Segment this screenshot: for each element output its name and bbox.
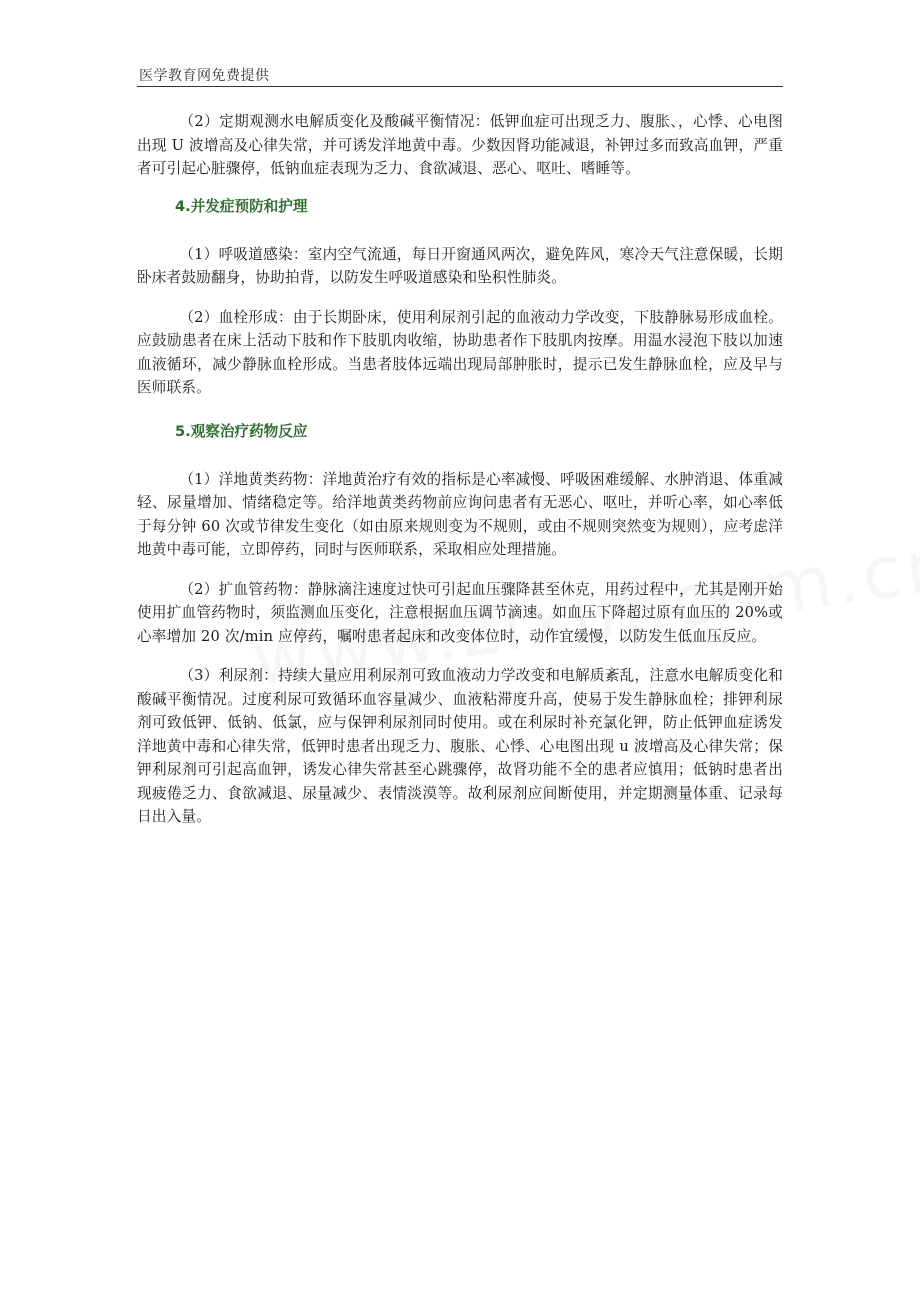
paragraph-diuretics: （3）利尿剂：持续大量应用利尿剂可致血液动力学改变和电解质紊乱，注意水电解质变化和酸碱平衡情况。过度利尿可致循环血容量减少、血液粘滞度升高，使易于发生静脉血栓；排钾利尿剂可致低钾、低钠、低氯，应与保钾利尿剂同时使用。或在利尿时补充氯化钾，防止低钾血症诱发洋地黄中毒和心律失常，低钾时患者出现乏力、腹胀、心悸、心电图出现 u 波增高及心律失常；保钾利尿剂可引起高血钾，诱发心律失常甚至心跳骤停，故肾功能不全的患者应慎用；低钠时患者出现疲倦乏力、食欲减退、尿量减少、表情淡漠等。故利尿剂应间断使用，并定期测量体重、记录每日出入量。: [137, 667, 783, 825]
paragraph-respiratory-infection: （1）呼吸道感染：室内空气流通，每日开窗通风两次，避免阵风，寒冷天气注意保暖，长期卧床者鼓励翻身，协助拍背，以防发生呼吸道感染和坠积性肺炎。: [137, 245, 783, 286]
section-heading-drug-reactions: 5.观察治疗药物反应: [175, 422, 308, 440]
header-title: 医学教育网免费提供: [139, 68, 270, 84]
paragraph-thrombosis: （2）血栓形成：由于长期卧床，使用利尿剂引起的血液动力学改变，下肢静脉易形成血栓。应鼓励患者在床上活动下肢和作下肢肌肉收缩，协助患者作下肢肌肉按摩。用温水浸泡下肢以加速血液循环，减少静脉血栓形成。当患者肢体远端出现局部肿胀时，提示已发生静脉血栓，应及早与医师联系。: [137, 308, 783, 396]
paragraph-vasodilators: （2）扩血管药物：静脉滴注速度过快可引起血压骤降甚至休克，用药过程中，尤其是刚开始使用扩血管药物时，须监测血压变化，注意根据血压调节滴速。如血压下降超过原有血压的 20%或心率增加 20 次/min 应停药，嘱咐患者起床和改变体位时，动作宜缓慢，以防发生低血压反应。: [137, 580, 783, 645]
section-heading-complications: 4.并发症预防和护理: [175, 197, 308, 215]
paragraph-electrolyte-monitoring: （2）定期观测水电解质变化及酸碱平衡情况：低钾血症可出现乏力、腹胀、，心悸、心电图出现 U 波增高及心律失常，并可诱发洋地黄中毒。少数因肾功能减退，补钾过多而致高血钾，严重者可引起心脏骤停，低钠血症表现为乏力、食欲减退、恶心、呕吐、嗜睡等。: [137, 113, 783, 177]
page-header: [137, 62, 783, 87]
document-body: [137, 110, 783, 845]
paragraph-digitalis: （1）洋地黄类药物：洋地黄治疗有效的指标是心率减慢、呼吸困难缓解、水肿消退、体重减轻、尿量增加、情绪稳定等。给洋地黄类药物前应询问患者有无恶心、呕吐，并听心率，如心率低于每分钟 60 次或节律发生变化（如由原来规则变为不规则，或由不规则突然变为规则），应考虑洋地黄中毒可能，立即停药，同时与医师联系，采取相应处理措施。: [137, 470, 783, 558]
